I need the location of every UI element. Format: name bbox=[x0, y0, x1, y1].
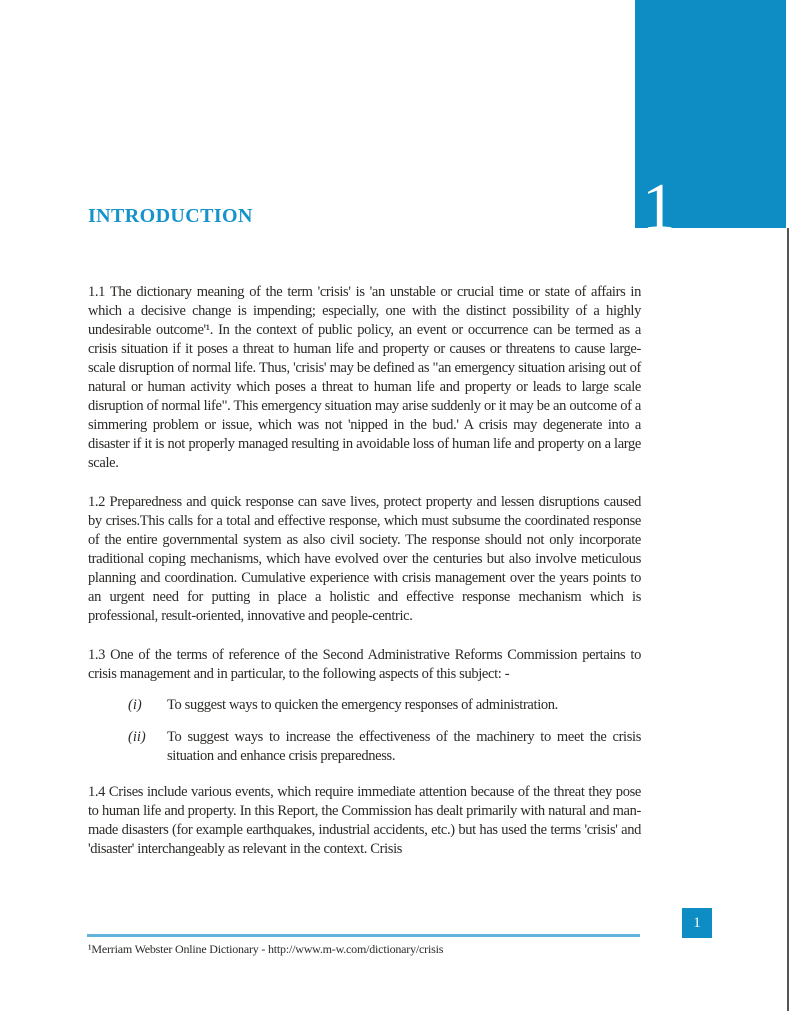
page-number-badge bbox=[682, 908, 712, 938]
paragraph-1-4: 1.4 Crises include various events, which require immediate attention because of the threat they pose to human life and property. In this Report, the Commission has dealt primarily with natural and man-made disasters (for example earthquakes, industrial accidents, etc.) but has used the terms 'crisis' and 'disaster' interchangeably as relevant in the context. Crisis bbox=[88, 784, 641, 857]
chapter-number-box bbox=[635, 0, 786, 244]
list-item-text: To suggest ways to quicken the emergency responses of administration. bbox=[167, 697, 558, 713]
chapter-number: 1 bbox=[642, 170, 676, 244]
paragraph-1-2: 1.2 Preparedness and quick response can save lives, protect property and lessen disruptions caused by crises.This calls for a total and effective response, which must subsume the coordinated response of the entire governmental system as also civil society. The response should not only incorporate traditional coping mechanisms, which have evolved over the centuries but also involve meticulous planning and coordination. Cumulative experience with crisis management over the years points to an urgent need for putting in place a holistic and effective response mechanism which is professional, result-oriented, innovative and people-centric. bbox=[88, 494, 641, 624]
list-item bbox=[88, 696, 641, 715]
footnote-rule bbox=[87, 934, 640, 937]
paragraph-1-3: 1.3 One of the terms of reference of the Second Administrative Reforms Commission pertains to crisis management and in particular, to the following aspects of this subject: - bbox=[88, 647, 641, 682]
page-title: INTRODUCTION bbox=[88, 205, 253, 227]
body-text bbox=[88, 283, 641, 879]
footnote-text: ¹Merriam Webster Online Dictionary - http://www.m-w.com/dictionary/crisis bbox=[88, 942, 444, 956]
list-marker: (ii) bbox=[128, 729, 146, 745]
paragraph-1-1: 1.1 The dictionary meaning of the term 'crisis' is 'an unstable or crucial time or state of affairs in which a decisive change is impending; especially, one with the distinct possibility of a highly undesirable outcome'¹. In the context of public policy, an event or occurrence can be termed as a crisis situation if it poses a threat to human life and property or causes or threatens to cause large-scale disruption of normal life. Thus, 'crisis' may be defined as "an emergency situation arising out of natural or human activity which poses a threat to human life and property or leads to large scale disruption of normal life". This emergency situation may arise suddenly or it may be an outcome of a simmering problem or issue, which was not 'nipped in the bud.' A crisis may degenerate into a disaster if it is not properly managed resulting in avoidable loss of human life and property on a large scale. bbox=[88, 284, 641, 471]
terms-of-reference-list bbox=[88, 696, 641, 766]
page-number: 1 bbox=[693, 914, 701, 931]
list-item-text: To suggest ways to increase the effectiveness of the machinery to meet the crisis situation and enhance crisis preparedness. bbox=[167, 729, 641, 764]
list-item bbox=[88, 728, 641, 766]
list-marker: (i) bbox=[128, 697, 142, 713]
